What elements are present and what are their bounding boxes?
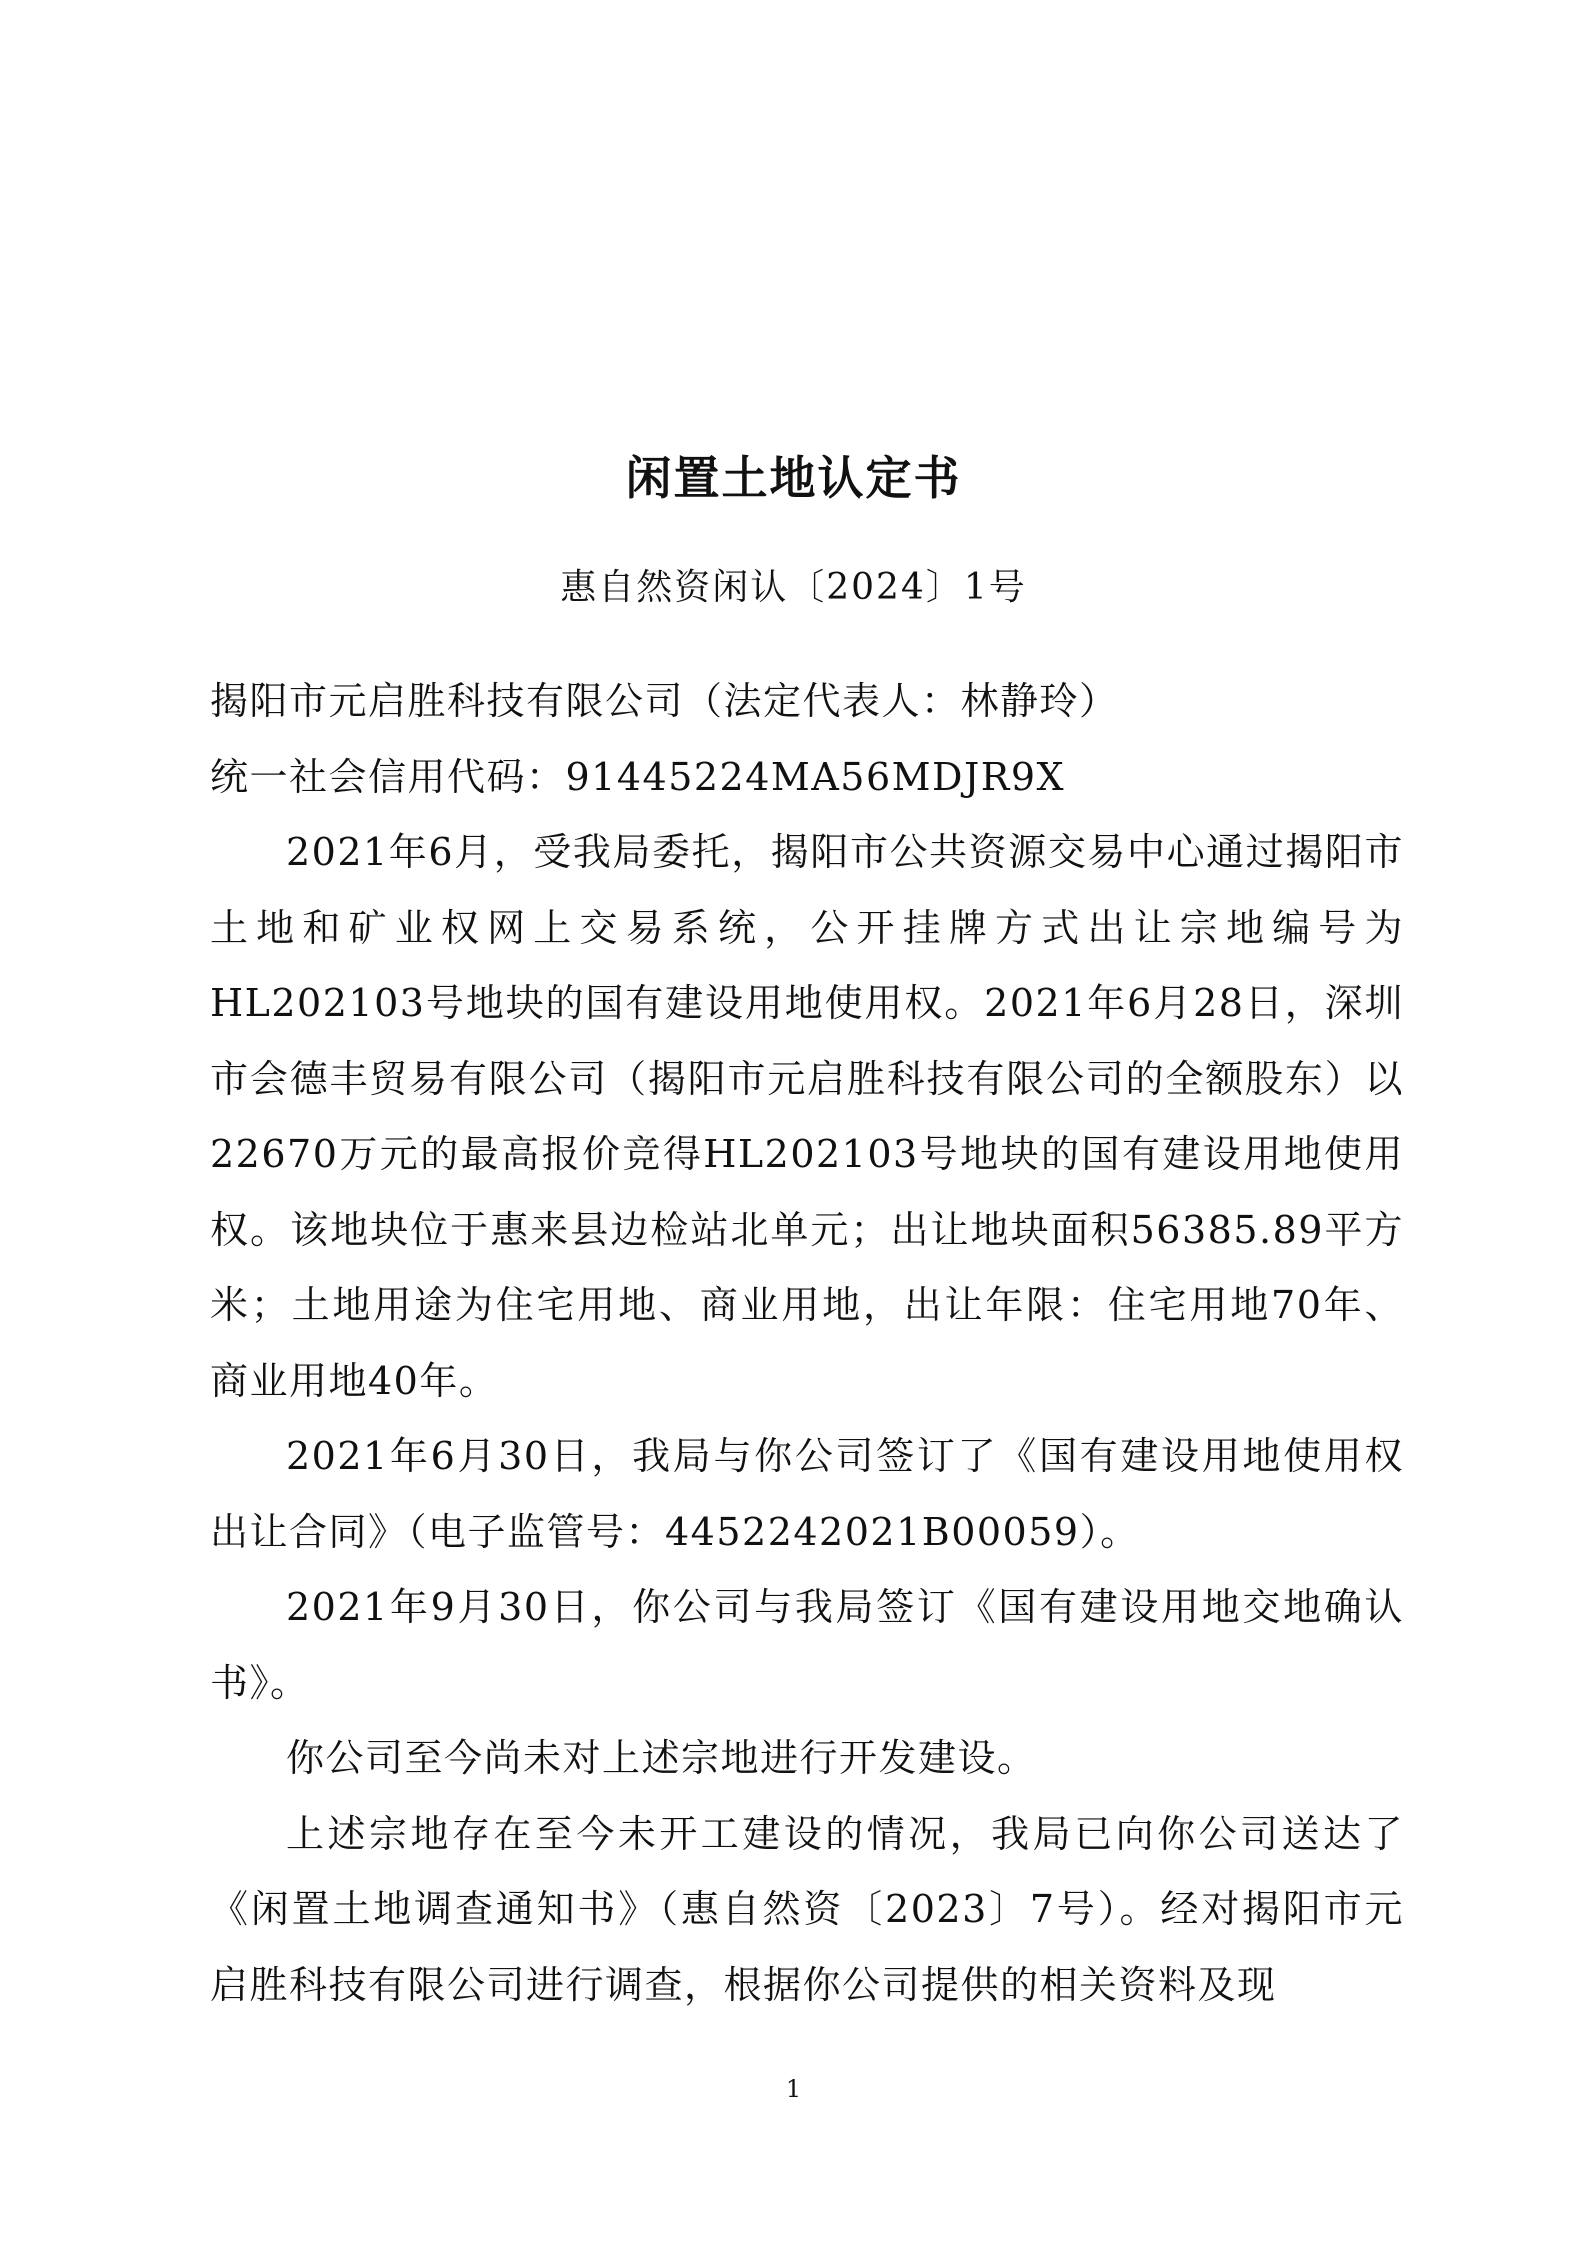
document-title: 闲置土地认定书 (625, 451, 962, 505)
paragraph-3: 2021年9月30日，你公司与我局签订《国有建设用地交地确认书》。 (210, 1585, 1404, 1705)
document-body (210, 664, 1404, 2023)
document-number: 惠自然资闲认〔2024〕1号 (560, 567, 1027, 608)
paragraph-1: 2021年6月，受我局委托，揭阳市公共资源交易中心通过揭阳市土地和矿业权网上交易系统，公开挂牌方式出让宗地编号为HL202103号地块的国有建设用地使用权。2021年6月28日，深圳市会德丰贸易有限公司（揭阳市元启胜科技有限公司的全额股东）以22670万元的最高报价竞得HL202103号地块的国有建设用地使用权。该地块位于惠来县边检站北单元；出让地块面积56385.89平方米；土地用途为住宅用地、商业用地，出让年限：住宅用地70年、商业用地40年。 (210, 830, 1404, 1403)
paragraph-2: 2021年6月30日，我局与你公司签订了《国有建设用地使用权出让合同》（电子监管号：4452242021B00059）。 (210, 1434, 1404, 1554)
recipient-line: 揭阳市元启胜科技有限公司（法定代表人：林静玲） (210, 679, 1119, 723)
credit-code-line: 统一社会信用代码：91445224MA56MDJR9X (210, 754, 1066, 799)
page-number: 1 (785, 2075, 802, 2103)
paragraph-5: 上述宗地存在至今未开工建设的情况，我局已向你公司送达了《闲置土地调查通知书》（惠自然资〔2023〕7号）。经对揭阳市元启胜科技有限公司进行调查，根据你公司提供的相关资料及现 (210, 1811, 1404, 2007)
paragraph-4: 你公司至今尚未对上述宗地进行开发建设。 (286, 1736, 1037, 1780)
